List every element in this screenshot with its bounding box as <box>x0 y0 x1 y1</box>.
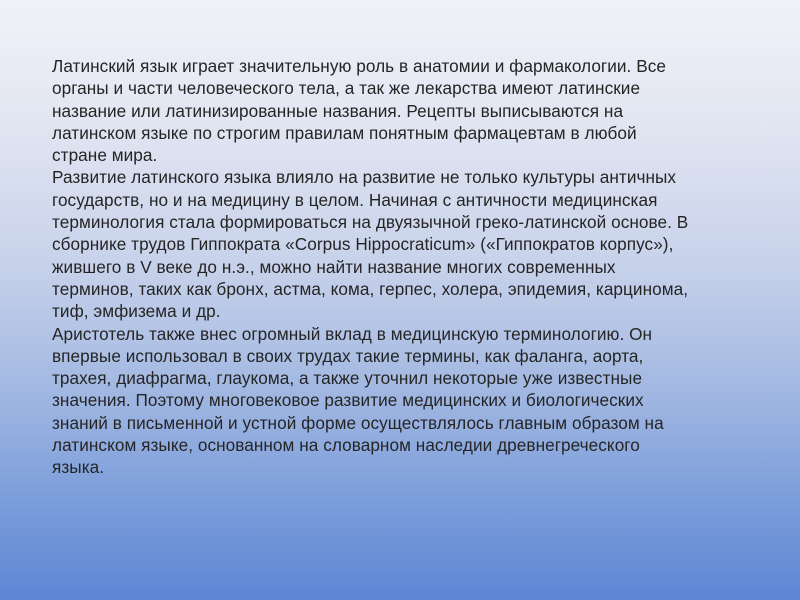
paragraph-latin-development: Развитие латинского языка влияло на развитие не только культуры античных государств, но и на медицину в целом. Начиная с античности медицинская терминология стала формироваться на двуязычной греко-латинской основе. В сборнике трудов Гиппократа «Corpus Hippocraticum» («Гиппократов корпус»), жившего в V веке до н.э., можно найти название многих современных терминов, таких как бронх, астма, кома, герпес, холера, эпидемия, карцинома, тиф, эмфизема и др. <box>52 167 689 322</box>
paragraph-latin-role: Латинский язык играет значительную роль в анатомии и фармакологии. Все органы и части человеческого тела, а так же лекарства имеют латинские название или латинизированные названия. Рецепты выписываются на латинском языке по строгим правилам понятным фармацевтам в любой стране мира. <box>52 56 666 166</box>
paragraph-aristotle: Аристотель также внес огромный вклад в медицинскую терминологию. Он впервые использовал в своих трудах такие термины, как фаланга, аорта, трахея, диафрагма, глаукома, а также уточнил некоторые уже известные значения. Поэтому многовековое развитие медицинских и биологических знаний в письменной и устной форме осуществлялось главным образом на латинском языке, основанном на словарном наследии древнегреческого языка. <box>52 323 664 478</box>
slide-body-text <box>52 55 778 479</box>
